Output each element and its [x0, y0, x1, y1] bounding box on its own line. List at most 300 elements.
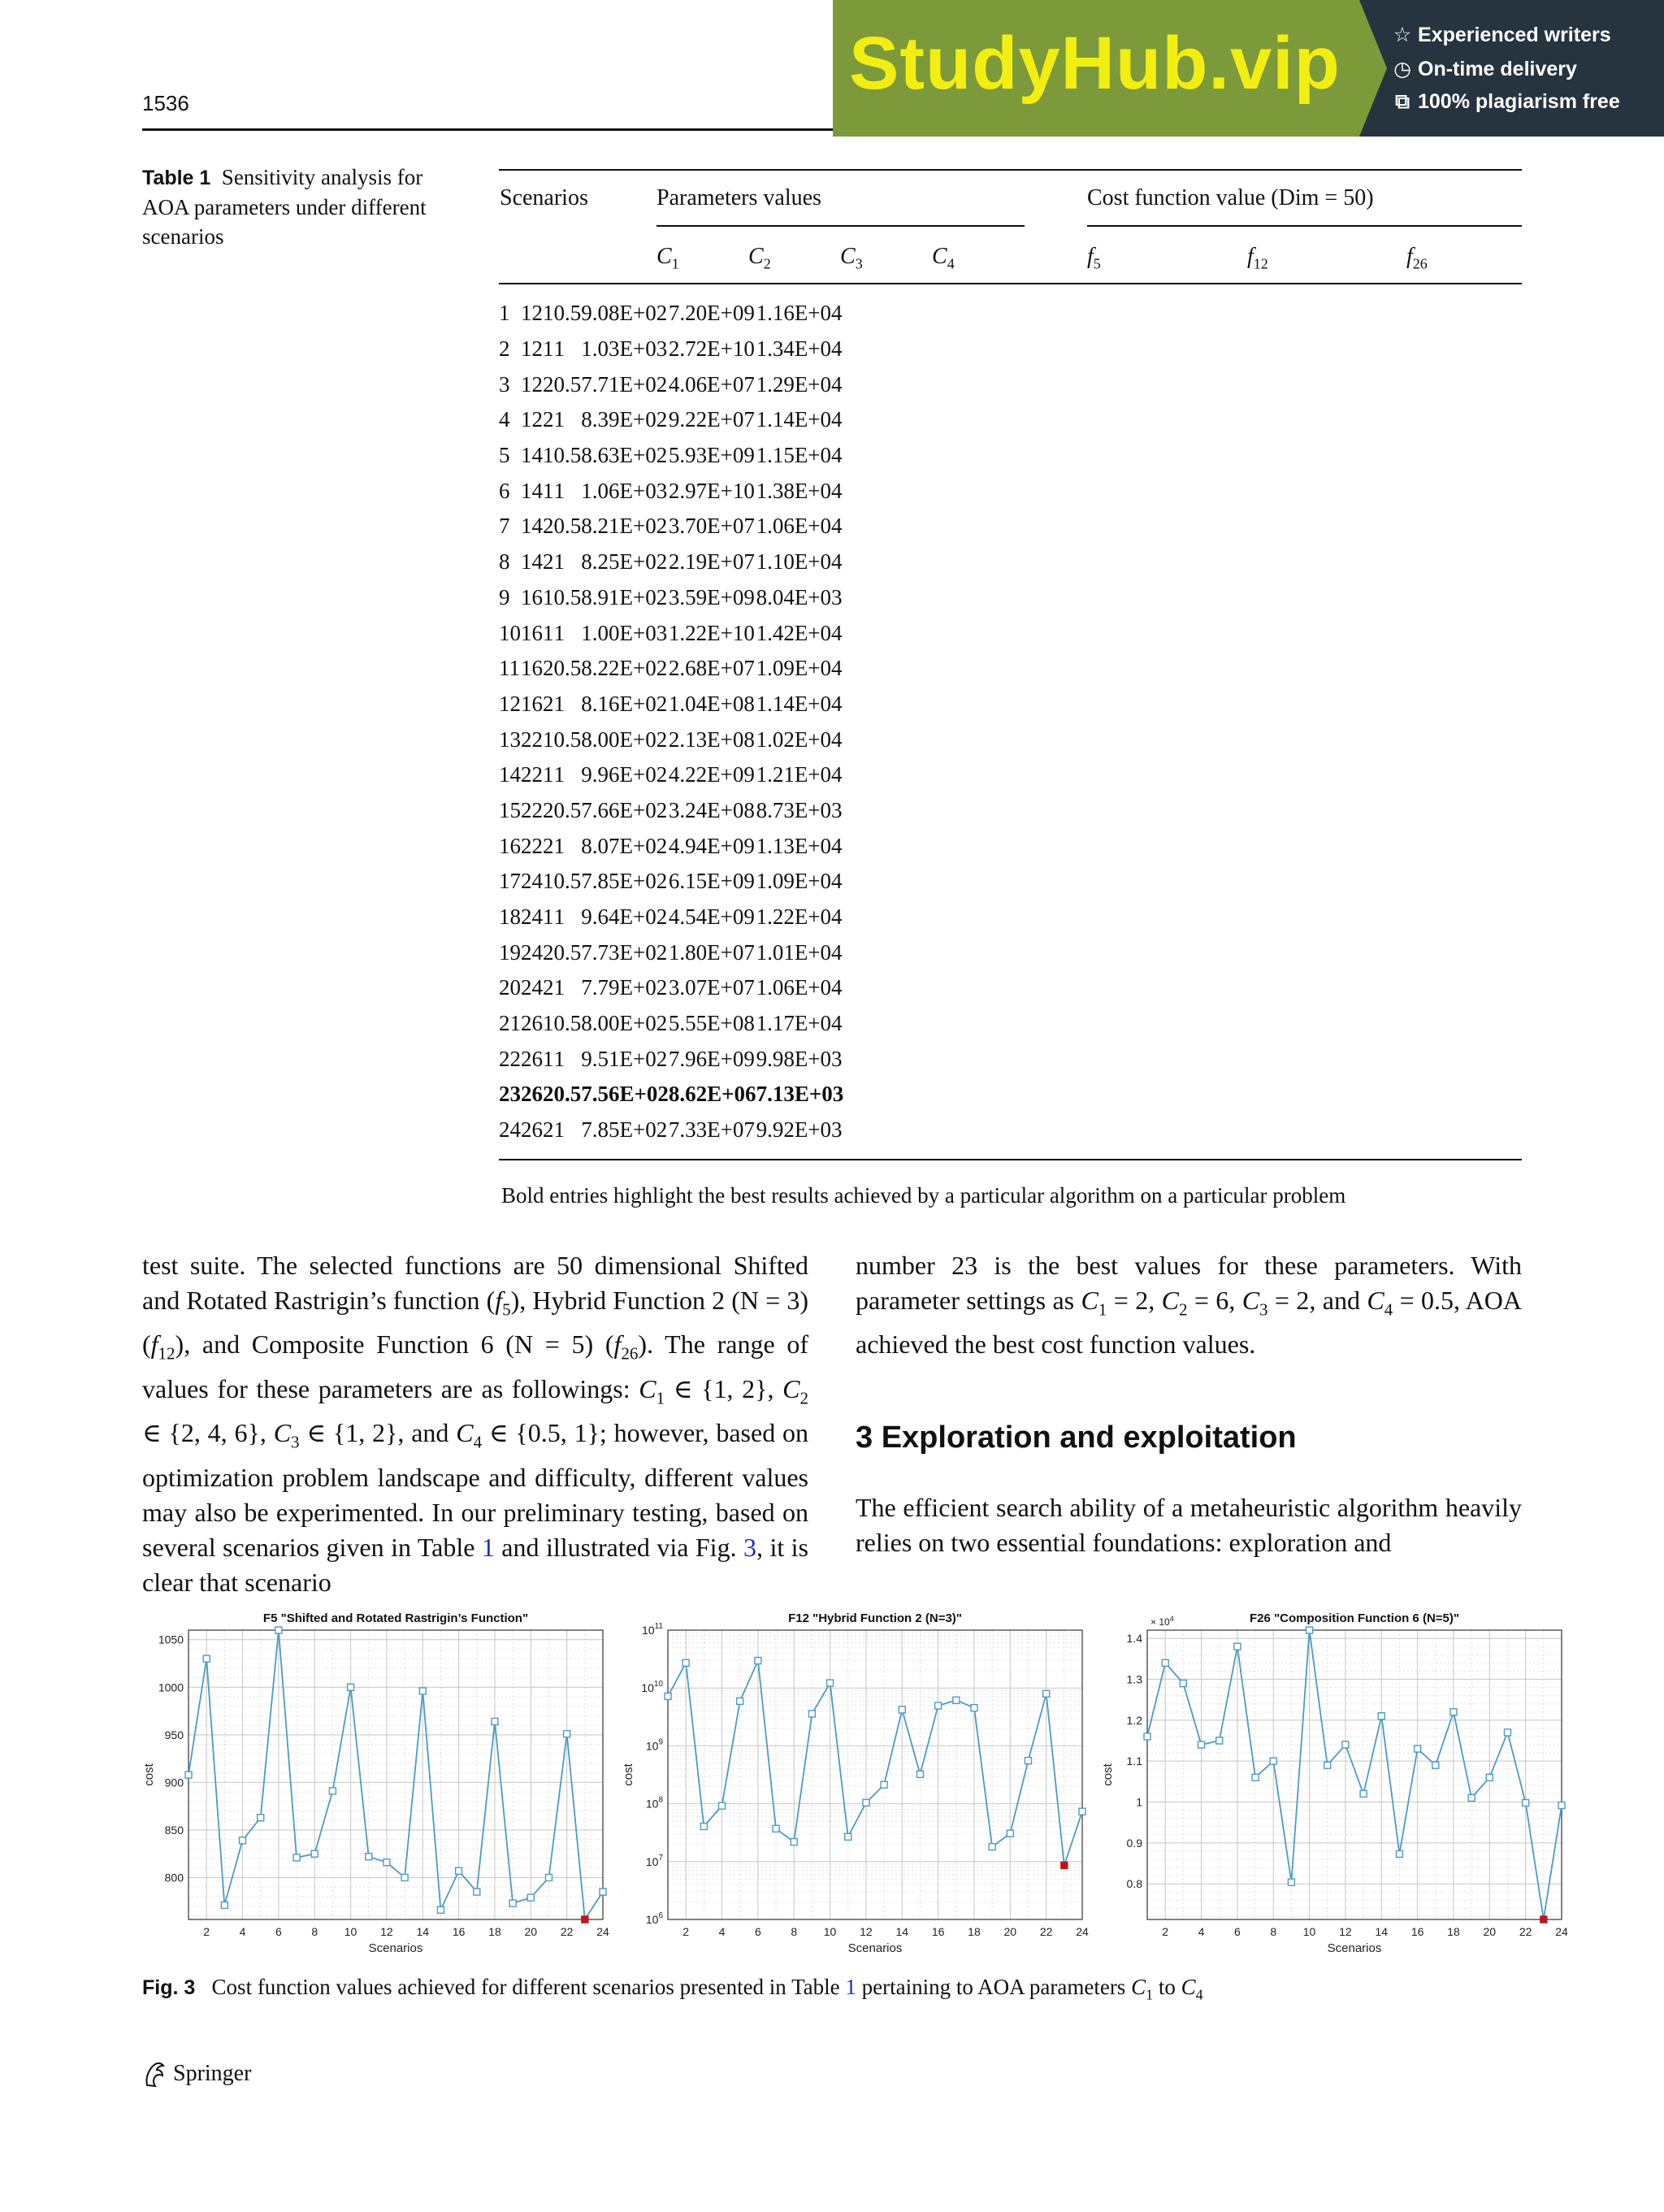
data-point-marker [564, 1731, 570, 1737]
table-row [499, 935, 843, 970]
table-cell: 15 [499, 797, 521, 822]
table-cell: 1.06E+03 [581, 478, 668, 503]
section-paragraph: The efficient search ability of a metaheuristic algorithm heavily relies on two essential foundations: exploration and [856, 1493, 1522, 1557]
table-cell: 7.13E+03 [756, 1082, 844, 1107]
table-cell: 6 [531, 1011, 543, 1036]
x-tick-label: 8 [311, 1925, 318, 1938]
y-axis-label: cost [142, 1763, 156, 1786]
table-cell: 1 [553, 620, 565, 645]
data-point-marker [791, 1839, 797, 1846]
ad-arrow-shape [1359, 0, 1387, 137]
copy-icon: ⧉ [1395, 90, 1410, 113]
table-cell: 13 [499, 726, 521, 752]
data-point-marker [700, 1823, 707, 1829]
data-point-marker [773, 1825, 779, 1832]
x-tick-label: 20 [1003, 1925, 1017, 1938]
table-cell: 6 [531, 620, 543, 645]
data-point-marker [916, 1771, 923, 1777]
table-cell: 1 [521, 584, 532, 609]
x-tick-label: 10 [1302, 1925, 1316, 1938]
body-right-column: number 23 is the best values for these parameters. With parameter settings as $C_1 = 2$, $C_2 = 6$, $C_3 = 2$, and $C_4 = 0.5$, AOA achieved the best cost function values. [856, 1251, 1523, 1360]
table-cell: 8.22E+02 [581, 656, 668, 681]
table-cell: 2 [521, 797, 532, 822]
data-point-marker [863, 1799, 869, 1806]
table-cell: 6 [531, 656, 543, 681]
table-cell: 24 [499, 1117, 521, 1143]
x-tick-label: 24 [1076, 1925, 1089, 1938]
table-cell: 1 [543, 762, 554, 787]
header-c1: $C_1$ [656, 244, 679, 272]
table-cell: 6 [531, 1082, 543, 1107]
table-cell: 1.22E+04 [756, 904, 843, 930]
y-tick-label: $10^{11}$ [642, 1622, 663, 1637]
table-cell: 2 [521, 1082, 532, 1107]
table-cell: 2.68E+07 [668, 656, 755, 681]
table-cell: 4 [531, 904, 543, 930]
chart-f26-svg [1097, 1607, 1576, 1957]
table-cell: 6 [531, 1046, 543, 1071]
table-cell: 8 [499, 549, 510, 575]
y-tick-label: 850 [164, 1823, 184, 1837]
ad-logo[interactable]: StudyHub.vip [849, 22, 1341, 105]
table-cell: 2 [543, 691, 554, 716]
x-tick-label: 14 [416, 1925, 430, 1938]
x-axis-label: Scenarios [1327, 1941, 1382, 1955]
data-point-marker [1396, 1850, 1402, 1857]
table-cell: 1 [543, 443, 554, 468]
header-bottom-rule [499, 283, 1522, 284]
table-cell: 2 [543, 407, 554, 432]
table-cell: 2 [543, 939, 554, 965]
data-point-marker [600, 1889, 606, 1895]
data-point-marker [755, 1658, 761, 1664]
table-cell: 1 [521, 407, 532, 432]
data-point-marker [1450, 1709, 1457, 1715]
y-tick-label: $10^9$ [645, 1737, 663, 1753]
table-cell: 4.22E+09 [668, 762, 755, 787]
table-cell: 1 [521, 514, 532, 539]
table-cell: 1 [553, 336, 565, 362]
data-point-marker [1486, 1774, 1493, 1780]
table-cell: 4 [531, 443, 543, 468]
ad-feature-3: ⧉ 100% plagiarism free [1392, 90, 1620, 114]
table-cell: 2 [543, 975, 554, 1000]
best-point-marker [582, 1916, 588, 1923]
table-cell: 9.51E+02 [581, 1046, 668, 1071]
header-scenarios: Scenarios [500, 185, 588, 210]
table-row [499, 509, 843, 544]
table-cell: 1 [543, 478, 554, 503]
table-cell: 1 [553, 833, 565, 858]
data-point-marker [419, 1688, 426, 1694]
table-cell: 5 [499, 443, 510, 468]
chart-f26 [1097, 1607, 1576, 1957]
table-cell: 2 [531, 833, 543, 858]
y-tick-label: 1.2 [1126, 1713, 1142, 1727]
data-point-marker [1504, 1729, 1510, 1736]
table-cell: 7.71E+02 [581, 371, 668, 397]
table-cell: 1.15E+04 [756, 443, 843, 468]
data-point-marker [808, 1711, 815, 1717]
data-point-marker [456, 1867, 462, 1874]
x-tick-label: 22 [1519, 1925, 1532, 1938]
data-point-marker [492, 1718, 498, 1724]
header-c3: $C_3$ [840, 244, 863, 272]
series-line [188, 1630, 603, 1919]
table-cell: 5.93E+09 [668, 443, 755, 468]
table-row [499, 757, 843, 793]
table-cell: 7.66E+02 [581, 797, 668, 822]
data-point-marker [203, 1655, 210, 1662]
table-row [499, 615, 843, 651]
table-row [499, 970, 843, 1006]
table-caption-text: Sensitivity analysis for AOA parameters under different scenarios [142, 165, 427, 249]
x-tick-label: 6 [1233, 1925, 1241, 1938]
table-cell: 1.02E+04 [756, 726, 843, 752]
cost-subrule [1087, 225, 1522, 227]
x-tick-label: 14 [895, 1925, 909, 1938]
data-point-marker [1025, 1758, 1031, 1764]
table-cell: 3.07E+07 [668, 975, 755, 1000]
x-tick-label: 6 [754, 1925, 761, 1938]
table-cell: 1 [521, 656, 532, 681]
x-tick-label: 4 [239, 1925, 246, 1938]
x-tick-label: 22 [1039, 1925, 1053, 1938]
table-cell: 1.00E+03 [581, 620, 668, 645]
table-cell: 1 [553, 975, 565, 1000]
data-point-marker [665, 1693, 671, 1699]
clock-icon: ◷ [1393, 58, 1411, 80]
table-cell: 2 [521, 726, 532, 752]
table-bottom-rule [499, 1159, 1522, 1160]
y-tick-exponent: 6 [658, 1911, 663, 1920]
table-cell: 1 [553, 407, 565, 432]
ad-feature-1: ☆ Experienced writers [1393, 24, 1611, 46]
y-tick-label: 1 [1136, 1795, 1142, 1809]
table-cell: 1.04E+08 [668, 691, 755, 716]
y-axis-label: cost [622, 1763, 635, 1786]
table-cell: 2 [521, 869, 532, 894]
section-heading: 3 Exploration and exploitation [856, 1420, 1297, 1455]
table-cell: 1.16E+04 [756, 301, 843, 326]
x-tick-label: 16 [452, 1925, 466, 1938]
table-cell: 1 [521, 691, 532, 716]
table-cell: 1 [521, 443, 532, 468]
data-point-marker [1198, 1741, 1205, 1748]
x-tick-label: 16 [931, 1925, 945, 1938]
table-cell: 8.63E+02 [581, 443, 668, 468]
table-cell: 4 [531, 478, 543, 503]
data-point-marker [1432, 1762, 1439, 1768]
table-cell: 10 [499, 620, 521, 645]
table-row [499, 687, 843, 722]
x-tick-label: 12 [380, 1925, 393, 1938]
table-cell: 9.98E+03 [756, 1046, 843, 1071]
table-row [499, 1006, 843, 1042]
table-cell: 1.80E+07 [668, 939, 755, 965]
table-row [499, 651, 843, 687]
data-point-marker [293, 1854, 300, 1861]
table-cell: 1.29E+04 [756, 371, 843, 397]
table-cell: 1.22E+10 [668, 620, 755, 645]
table-cell: 9.64E+02 [581, 904, 668, 930]
data-point-marker [275, 1627, 282, 1633]
chart-title: F26 "Composition Function 6 (N=5)" [1250, 1611, 1459, 1625]
table-cell: 2 [531, 301, 543, 326]
table-cell: 2 [543, 1082, 554, 1107]
data-point-marker [1306, 1627, 1313, 1633]
plot-frame [668, 1630, 1082, 1919]
table-row [499, 1041, 843, 1077]
y-tick-exponent: 9 [658, 1737, 663, 1747]
data-point-marker [366, 1854, 372, 1860]
data-point-marker [1342, 1741, 1349, 1748]
table-cell: 4 [531, 939, 543, 965]
x-tick-label: 2 [682, 1925, 690, 1938]
table-cell: 7.85E+02 [581, 1117, 668, 1143]
x-tick-label: 24 [1555, 1925, 1568, 1938]
table-cell: 2 [531, 797, 543, 822]
table-cell: 8.00E+02 [581, 726, 668, 752]
table-row [499, 580, 843, 616]
table-cell: 0.5 [553, 1011, 582, 1036]
table-cell: 7.85E+02 [581, 869, 668, 894]
table-cell: 1 [553, 691, 565, 716]
data-point-marker [545, 1874, 552, 1880]
body-left-column: test suite. The selected functions are 50 dimensional Shifted and Rotated Rastrigin’s function $(f_5)$, Hybrid Function 2 (N = 3) $(f_{12})$, and Composite Function 6 (N = 5) $(f_{26})$. The range of values for these parameters are as followings: $C_1$ ∈ {1, 2}, $C_2$ ∈ {2, 4, 6}, $C_3$ ∈ {1, 2}, and $C_4$ ∈ {0.5, 1}; however, based on optimization problem landscape and difficulty, different values may also be experimented. In our preliminary testing, based on several scenarios given in Table 1 and illustrated via Fig. 3, it is clear that scenario [142, 1251, 809, 1597]
table-cell: 1.03E+03 [581, 336, 668, 362]
table-cell: 8.62E+06 [668, 1082, 756, 1107]
table-cell: 6 [531, 584, 543, 609]
table-cell: 9.08E+02 [581, 301, 668, 326]
data-point-marker [1252, 1774, 1259, 1780]
params-subrule [656, 225, 1025, 227]
table-row [499, 828, 843, 864]
y-multiplier: × $10^4$ [1150, 1615, 1174, 1628]
x-tick-label: 2 [203, 1925, 210, 1938]
chart-title: F5 "Shifted and Rotated Rastrigin’s Function" [262, 1611, 529, 1625]
table-cell: 22 [499, 1046, 521, 1071]
table-cell: 2 [543, 797, 554, 822]
y-tick-label: 1050 [158, 1633, 184, 1646]
table-cell: 8.25E+02 [581, 549, 668, 575]
header-parameters: Parameters values [656, 185, 821, 210]
best-point-marker [1540, 1916, 1547, 1923]
data-point-marker [845, 1833, 852, 1840]
table-row [499, 438, 843, 474]
table-top-rule [499, 169, 1522, 171]
table-cell: 2 [543, 833, 554, 858]
data-point-marker [1288, 1879, 1294, 1885]
table-cell: 1.01E+04 [756, 939, 843, 965]
data-point-marker [1468, 1794, 1475, 1801]
table-ref-link[interactable]: 1 [481, 1532, 495, 1562]
table-cell: 8.73E+03 [756, 797, 843, 822]
table-cell: 1 [521, 301, 532, 326]
table-cell: 2 [543, 371, 554, 397]
table-cell: 5.55E+08 [668, 1011, 755, 1036]
table-rows [499, 296, 843, 1148]
table-cell: 0.5 [553, 1082, 582, 1107]
table-cell: 2 [521, 975, 532, 1000]
data-point-marker [899, 1707, 905, 1713]
table-cell: 1 [543, 869, 554, 894]
table-cell: 2 [521, 762, 532, 787]
data-point-marker [221, 1902, 228, 1908]
x-tick-label: 2 [1162, 1925, 1169, 1938]
table-cell: 21 [499, 1011, 521, 1036]
y-tick-label: $10^{10}$ [641, 1680, 663, 1695]
table-cell: 1 [521, 336, 532, 362]
y-tick-label: 800 [164, 1871, 184, 1885]
table-cell: 1.17E+04 [756, 1011, 843, 1036]
table-cell: 2 [521, 1117, 532, 1143]
header-c2: $C_2$ [748, 244, 771, 272]
x-tick-label: 18 [1447, 1925, 1460, 1938]
table-cell: 3 [499, 371, 510, 397]
y-tick-label: 1000 [158, 1681, 184, 1694]
x-tick-label: 18 [488, 1925, 501, 1938]
table-cell: 2.72E+10 [668, 336, 755, 362]
x-tick-label: 16 [1410, 1925, 1424, 1938]
table-cell: 18 [499, 904, 521, 930]
data-point-marker [329, 1788, 336, 1794]
table-cell: 8.00E+02 [581, 1011, 668, 1036]
table-cell: 11 [499, 656, 520, 681]
publisher-name: Springer [173, 2061, 252, 2086]
table-cell: 9 [499, 584, 510, 609]
table-cell: 9.96E+02 [581, 762, 668, 787]
table-cell: 1 [543, 1011, 554, 1036]
table-cell: 1 [543, 336, 554, 362]
x-axis-label: Scenarios [368, 1941, 423, 1955]
table-cell: 0.5 [553, 656, 582, 681]
table-cell: 7.33E+07 [668, 1117, 755, 1143]
data-point-marker [1378, 1713, 1384, 1720]
data-point-marker [185, 1772, 192, 1778]
table-cell: 0.5 [553, 514, 582, 539]
table-cell: 1 [553, 549, 565, 575]
y-tick-label: 0.9 [1126, 1836, 1142, 1850]
table-cell: 6.15E+09 [668, 869, 755, 894]
table-cell: 2 [521, 1011, 532, 1036]
y-tick-exponent: 10 [653, 1680, 663, 1689]
table-cell: 1 [543, 1046, 554, 1071]
table-cell: 2 [543, 1117, 554, 1143]
table-cell: 1.06E+04 [756, 975, 843, 1000]
figure-ref-link[interactable]: 3 [743, 1532, 757, 1562]
table-cell: 1 [553, 762, 565, 787]
table-cell: 19 [499, 939, 521, 965]
table-cell: 1.10E+04 [756, 549, 843, 575]
table-row [499, 722, 843, 757]
table-cell: 1 [521, 478, 532, 503]
data-point-marker [971, 1705, 977, 1711]
data-point-marker [474, 1889, 480, 1895]
table-cell: 4 [531, 975, 543, 1000]
data-point-marker [682, 1659, 689, 1666]
table-cell: 1.38E+04 [756, 478, 843, 503]
table-cell: 0.5 [553, 797, 582, 822]
x-tick-label: 18 [968, 1925, 981, 1938]
table-cell: 8.04E+03 [756, 584, 843, 609]
table-cell: 1 [521, 549, 532, 575]
x-tick-label: 10 [344, 1925, 358, 1938]
table-cell: 6 [531, 691, 543, 716]
x-tick-label: 22 [560, 1925, 574, 1938]
table-cell: 4 [531, 514, 543, 539]
table-cell: 1 [553, 478, 565, 503]
table-cell: 2 [543, 656, 554, 681]
x-tick-label: 6 [275, 1925, 282, 1938]
table-cell: 1.14E+04 [756, 691, 843, 716]
data-point-marker [935, 1702, 942, 1709]
table-footnote: Bold entries highlight the best results achieved by a particular algorithm on a particular problem [501, 1183, 1346, 1208]
best-point-marker [1061, 1862, 1068, 1868]
data-point-marker [1270, 1758, 1276, 1764]
data-point-marker [1079, 1808, 1086, 1815]
figure-table-ref-link[interactable]: 1 [845, 1975, 856, 1999]
data-point-marker [384, 1859, 390, 1866]
table-cell: 9.22E+07 [668, 407, 755, 432]
y-tick-exponent: 11 [654, 1622, 663, 1631]
y-tick-label: 0.8 [1126, 1877, 1142, 1891]
y-tick-label: 1.3 [1126, 1672, 1142, 1686]
chart-f12-svg [618, 1607, 1097, 1957]
table-cell: 4 [531, 869, 543, 894]
table-cell: 1.34E+04 [756, 336, 843, 362]
data-point-marker [437, 1906, 444, 1913]
data-point-marker [1324, 1762, 1331, 1768]
table-cell: 16 [499, 833, 521, 858]
header-cost: Cost function value (Dim = 50) [1087, 185, 1374, 210]
ad-banner[interactable] [833, 0, 1664, 137]
table-row [499, 473, 843, 509]
y-tick-label: 1.1 [1126, 1754, 1142, 1768]
data-point-marker [1180, 1680, 1186, 1686]
data-point-marker [1558, 1802, 1565, 1809]
table-cell: 2.13E+08 [668, 726, 755, 752]
x-tick-label: 12 [860, 1925, 873, 1938]
table-cell: 1 [543, 584, 554, 609]
y-axis-label: cost [1101, 1763, 1115, 1786]
data-point-marker [401, 1874, 408, 1880]
table-cell: 0.5 [553, 301, 582, 326]
table-cell: 1 [553, 1117, 565, 1143]
data-point-marker [240, 1837, 246, 1844]
table-cell: 14 [499, 762, 521, 787]
table-cell: 7.96E+09 [668, 1046, 755, 1071]
table-cell: 7 [499, 514, 510, 539]
table-cell: 7.20E+09 [668, 301, 755, 326]
y-tick-exponent: 8 [658, 1795, 663, 1805]
x-tick-label: 12 [1339, 1925, 1352, 1938]
data-point-marker [311, 1850, 318, 1857]
data-point-marker [1144, 1733, 1150, 1740]
table-caption [142, 163, 459, 251]
table-cell: 2 [521, 904, 532, 930]
table-cell: 6 [499, 478, 510, 503]
table-cell: 1 [543, 904, 554, 930]
table-cell: 1.09E+04 [756, 869, 843, 894]
table-cell: 2 [521, 833, 532, 858]
table-cell: 12 [499, 691, 521, 716]
table-cell: 2 [531, 407, 543, 432]
table-cell: 7.56E+02 [581, 1082, 669, 1107]
table-cell: 8.91E+02 [581, 584, 668, 609]
table-caption-label: Table 1 [142, 167, 211, 189]
y-tick-label: $10^6$ [645, 1911, 663, 1926]
